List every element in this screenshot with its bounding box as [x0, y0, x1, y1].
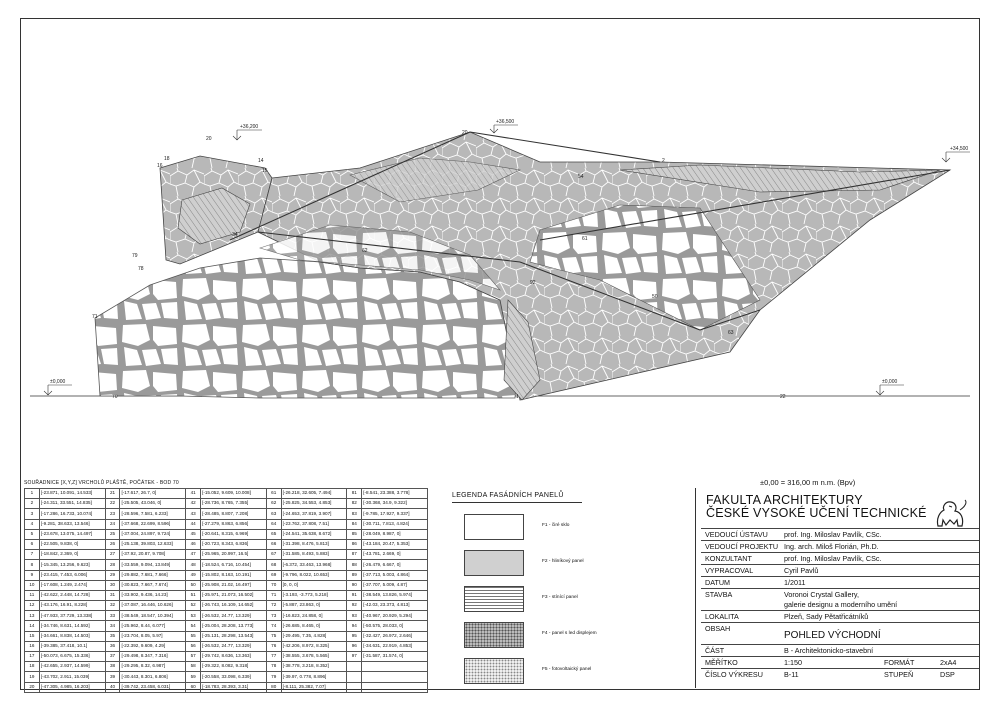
point-number: 82 — [347, 499, 362, 509]
point-coordinates: [-37.087, 16.446, 10.626] — [120, 601, 186, 611]
point-coordinates: [-26.532, 24.77, 13.329] — [201, 611, 267, 621]
point-number: 63 — [266, 509, 281, 519]
point-number: 26 — [105, 539, 120, 549]
point-number: 86 — [347, 539, 362, 549]
level-top: +36,500 — [496, 119, 515, 125]
point-number: 42 — [186, 499, 201, 509]
point-coordinates: [-30.368, 34.9, 9.322] — [362, 499, 428, 509]
point-number: 70 — [266, 580, 281, 590]
field-label: STAVBA — [705, 590, 733, 599]
field-value: Ing. arch. Miloš Florián, Ph.D. — [784, 542, 879, 551]
legend-label: F1 - čiré sklo — [542, 523, 570, 528]
point-number: 93 — [347, 611, 362, 621]
point-label: 79 — [132, 253, 138, 259]
point-coordinates — [362, 662, 428, 672]
point-coordinates: [-34.746, 8.631, 14.592] — [39, 621, 105, 631]
point-coordinates: [-26.218, 32.605, 7.494] — [281, 489, 347, 499]
point-coordinates: [-42.622, 2.448, 14.728] — [39, 590, 105, 600]
swatch-shading — [464, 586, 524, 612]
point-coordinates: [-9.785, 17.927, 9.337] — [362, 509, 428, 519]
level-ground-right: ±0,000 — [882, 379, 898, 385]
point-number: 19 — [25, 672, 40, 682]
point-number: 72 — [266, 601, 281, 611]
sheet-content: POHLED VÝCHODNÍ — [784, 630, 881, 641]
field-value: 1/2011 — [784, 578, 806, 587]
point-number: 59 — [186, 672, 201, 682]
point-coordinates: [-25.971, 21.073, 16.502] — [201, 590, 267, 600]
coordinates-table — [24, 481, 428, 693]
field-value: B - Architektonicko-stavební — [784, 646, 874, 655]
point-number: 73 — [266, 611, 281, 621]
point-coordinates: [-18.524, 6.716, 10.454] — [201, 560, 267, 570]
point-label: 20 — [462, 130, 468, 136]
point-coordinates: [-17.608, 1.249, 2.474] — [39, 580, 105, 590]
point-coordinates: [-5.887, 23.863, 0] — [281, 601, 347, 611]
point-coordinates: [-15.052, 9.609, 10.008] — [201, 489, 267, 499]
point-number: 1 — [25, 489, 40, 499]
point-number: 92 — [347, 601, 362, 611]
table-row — [25, 641, 428, 651]
point-number: 97 — [347, 652, 362, 662]
point-number: 18 — [25, 662, 40, 672]
point-number: 69 — [266, 570, 281, 580]
point-coordinates: [-25.962, 8.44, 6.077] — [120, 621, 186, 631]
table-row — [25, 601, 428, 611]
point-coordinates: [-23.762, 37.808, 7.51] — [281, 519, 347, 529]
point-coordinates: [-42.655, 2.937, 14.599] — [39, 662, 105, 672]
point-coordinates: [-37.713, 5.003, 4.864] — [362, 570, 428, 580]
point-coordinates: [-15.802, 8.163, 10.191] — [201, 570, 267, 580]
point-number: 2 — [25, 499, 40, 509]
point-number: 85 — [347, 529, 362, 539]
level-right: +34,500 — [950, 146, 969, 152]
point-coordinates: [-25.825, 34.553, 4.853] — [281, 499, 347, 509]
field-label: VEDOUCÍ ÚSTAVU — [705, 530, 768, 539]
point-coordinates: [-27.279, 8.863, 6.856] — [201, 519, 267, 529]
point-label: 16 — [157, 163, 163, 169]
point-number: 81 — [347, 489, 362, 499]
point-coordinates: [-23.415, 7.453, 6.006] — [39, 570, 105, 580]
point-number: 94 — [347, 621, 362, 631]
point-coordinates: [-23.871, 10.091, 14.533] — [39, 489, 105, 499]
point-coordinates: [-25.908, 21.02, 16.497] — [201, 580, 267, 590]
point-coordinates: [-23.678, 13.075, 14.497] — [39, 529, 105, 539]
point-number: 46 — [186, 539, 201, 549]
point-number: 47 — [186, 550, 201, 560]
point-label: 1 — [516, 394, 519, 400]
point-number: 20 — [25, 682, 40, 692]
point-coordinates: [-38.549, 13.826, 5.974] — [362, 590, 428, 600]
field-value-extra: galerie designu a moderního umění — [784, 600, 898, 609]
point-number: 27 — [105, 550, 120, 560]
point-coordinates: [-8.111, 25.382, 7.07] — [281, 682, 347, 692]
point-number: 54 — [186, 621, 201, 631]
legend-label: F4 - panel s led displejem — [542, 631, 597, 636]
point-label: 50 — [652, 294, 658, 300]
point-coordinates: [-43.184, 20.47, 5.353] — [362, 539, 428, 549]
table-row — [25, 570, 428, 580]
point-coordinates: [-39.97, 0.778, 8.896] — [281, 672, 347, 682]
field-label: ČÁST — [705, 646, 725, 655]
point-label: 2 — [662, 158, 665, 164]
point-number: 77 — [266, 652, 281, 662]
field-value: Plzeň, Sady Pětatřicátníků — [784, 612, 869, 621]
point-coordinates: [-29.742, 8.636, 13.363] — [201, 652, 267, 662]
point-coordinates: [-42.206, 8.972, 8.325] — [281, 641, 347, 651]
point-coordinates: [-31.585, 8.493, 5.883] — [281, 550, 347, 560]
point-number: 25 — [105, 529, 120, 539]
point-coordinates: [-30.823, 7.667, 7.674] — [120, 580, 186, 590]
point-coordinates: [-33.902, 9.436, 14.23] — [120, 590, 186, 600]
point-coordinates: [-32.427, 26.972, 2.646] — [362, 631, 428, 641]
table-row — [25, 652, 428, 662]
point-coordinates: [-34.661, 8.838, 14.503] — [39, 631, 105, 641]
point-number: 71 — [266, 590, 281, 600]
point-number: 88 — [347, 560, 362, 570]
point-label: 63 — [728, 330, 734, 336]
point-label: 20 — [206, 136, 212, 142]
point-number: 12 — [25, 601, 40, 611]
point-number: 38 — [105, 662, 120, 672]
point-coordinates: [-31.398, 8.476, 5.813] — [281, 539, 347, 549]
point-coordinates: [-33.559, 9.094, 13.849] — [120, 560, 186, 570]
swatch-clear-glass — [464, 514, 524, 540]
point-number: 78 — [266, 662, 281, 672]
legend-label: F5 - fotovoltaický panel — [542, 667, 592, 672]
point-coordinates: [-43.702, 2.911, 15.039] — [39, 672, 105, 682]
point-number: 22 — [105, 499, 120, 509]
point-number: 62 — [266, 499, 281, 509]
field-label: DATUM — [705, 578, 731, 587]
point-number: 74 — [266, 621, 281, 631]
point-coordinates: [-20.641, 8.315, 6.969] — [201, 529, 267, 539]
point-number: 13 — [25, 611, 40, 621]
level-ground-left: ±0,000 — [50, 379, 66, 385]
point-number: 29 — [105, 570, 120, 580]
point-coordinates: [-38.555, 3.678, 5.565] — [281, 652, 347, 662]
point-coordinates: [-25.965, 20.997, 16.5] — [201, 550, 267, 560]
field-value: 1:150 — [784, 658, 802, 667]
point-number: 90 — [347, 580, 362, 590]
table-row — [25, 682, 428, 692]
point-coordinates: [-38.549, 18.547, 10.394] — [120, 611, 186, 621]
point-number: 55 — [186, 631, 201, 641]
point-number: 56 — [186, 641, 201, 651]
point-label: 61 — [582, 236, 588, 242]
point-number: 10 — [25, 580, 40, 590]
cvut-lion-logo — [930, 498, 970, 530]
point-number: 9 — [25, 570, 40, 580]
point-coordinates: [-47.933, 37.729, 13.338] — [39, 611, 105, 621]
point-coordinates: [-40.967, 20.929, 5.294] — [362, 611, 428, 621]
point-number: 32 — [105, 601, 120, 611]
table-row — [25, 672, 428, 682]
point-coordinates: [-37.004, 24.897, 9.724] — [120, 529, 186, 539]
point-number: 23 — [105, 509, 120, 519]
point-label: 70 — [112, 394, 118, 400]
point-number: 48 — [186, 560, 201, 570]
point-number: 68 — [266, 560, 281, 570]
point-number: 95 — [347, 631, 362, 641]
point-number: 91 — [347, 590, 362, 600]
field-label: VYPRACOVAL — [705, 566, 754, 575]
point-coordinates: [-22.392, 9.609, 4.29] — [120, 641, 186, 651]
point-number: 28 — [105, 560, 120, 570]
point-number: 6 — [25, 539, 40, 549]
point-number: 21 — [105, 489, 120, 499]
table-row — [25, 539, 428, 549]
point-number: 36 — [105, 641, 120, 651]
point-coordinates: [-24.541, 35.638, 8.672] — [281, 529, 347, 539]
point-number: 58 — [186, 662, 201, 672]
point-coordinates: [-9.796, 8.022, 10.653] — [281, 570, 347, 580]
point-coordinates: [-18.842, 2.369, 0] — [39, 550, 105, 560]
point-coordinates: [-16.823, 24.858, 0] — [281, 611, 347, 621]
table-row — [25, 509, 428, 519]
point-coordinates: [-20.723, 8.343, 6.836] — [201, 539, 267, 549]
point-number: 79 — [266, 672, 281, 682]
point-number: 84 — [347, 519, 362, 529]
point-number: 35 — [105, 631, 120, 641]
legend-label: F3 - stínící panel — [542, 595, 578, 600]
point-coordinates: [-28.485, 8.807, 7.208] — [201, 509, 267, 519]
field-label: VEDOUCÍ PROJEKTU — [705, 542, 779, 551]
faculty-line-2: ČESKÉ VYSOKÉ UČENÍ TECHNICKÉ — [706, 506, 927, 520]
point-coordinates: [-25.505, 43.046, 0] — [120, 499, 186, 509]
point-coordinates: [-30.711, 7.813, 4.824] — [362, 519, 428, 529]
point-coordinates: [-24.311, 33.551, 14.835] — [39, 499, 105, 509]
point-number: 41 — [186, 489, 201, 499]
point-number: 43 — [186, 509, 201, 519]
point-number: 96 — [347, 641, 362, 651]
table-row — [25, 631, 428, 641]
point-coordinates: [0, 0, 0] — [281, 580, 347, 590]
point-coordinates: [-37.92, 20.87, 9.708] — [120, 550, 186, 560]
point-number: 15 — [25, 631, 40, 641]
table-row — [25, 621, 428, 631]
point-number: 30 — [105, 580, 120, 590]
point-coordinates: [-28.596, 7.581, 6.233] — [120, 509, 186, 519]
point-coordinates: [-25.138, 39.803, 12.633] — [120, 539, 186, 549]
point-coordinates: [-20.558, 33.098, 6.339] — [201, 672, 267, 682]
point-coordinates: [-24.653, 37.819, 3.907] — [281, 509, 347, 519]
point-number: 87 — [347, 550, 362, 560]
point-number: 50 — [186, 580, 201, 590]
point-coordinates: [-50.073, 6.675, 15.336] — [39, 652, 105, 662]
point-coordinates: [-43.781, 2.669, 0] — [362, 550, 428, 560]
point-label: 15 — [262, 168, 268, 174]
point-coordinates: [-17.617, 26.7, 0] — [120, 489, 186, 499]
point-label: 62 — [362, 248, 368, 254]
point-label: 71 — [92, 314, 98, 320]
point-number: 33 — [105, 611, 120, 621]
point-coordinates: [-28.049, 8.987, 0] — [362, 529, 428, 539]
point-number: 53 — [186, 611, 201, 621]
point-coordinates: [-26.532, 24.77, 13.329] — [201, 641, 267, 651]
point-label: 78 — [138, 266, 144, 272]
point-number: 61 — [266, 489, 281, 499]
point-coordinates: [-26.479, 6.667, 0] — [362, 560, 428, 570]
facade-legend — [452, 492, 682, 688]
point-coordinates: [-25.131, 28.298, 13.543] — [201, 631, 267, 641]
point-label: 18 — [164, 156, 170, 162]
field-value: B-11 — [784, 670, 799, 679]
point-number: 76 — [266, 641, 281, 651]
point-coordinates: [-17.286, 16.733, 10.074] — [39, 509, 105, 519]
point-number: 39 — [105, 672, 120, 682]
point-number: 52 — [186, 601, 201, 611]
swatch-photovoltaic — [464, 658, 524, 684]
table-row — [25, 529, 428, 539]
point-number: 3 — [25, 509, 40, 519]
point-coordinates: [-47.305, 4.985, 16.203] — [39, 682, 105, 692]
point-coordinates: [-9.281, 38.633, 13.546] — [39, 519, 105, 529]
point-coordinates: [-23.704, 8.05, 5.97] — [120, 631, 186, 641]
point-number: 65 — [266, 529, 281, 539]
point-number: 37 — [105, 652, 120, 662]
field-value: 2xA4 — [940, 658, 957, 667]
point-number: 67 — [266, 550, 281, 560]
point-number: 51 — [186, 590, 201, 600]
point-coordinates: [-29.295, 8.32, 6.987] — [120, 662, 186, 672]
table-row — [25, 590, 428, 600]
point-coordinates: [-26.743, 16.109, 14.652] — [201, 601, 267, 611]
point-coordinates: [-29.498, 8.347, 7.316] — [120, 652, 186, 662]
table-row — [25, 489, 428, 499]
level-left: +36,200 — [240, 124, 259, 130]
point-coordinates: [-30.443, 8.301, 6.806] — [120, 672, 186, 682]
point-number: 80 — [266, 682, 281, 692]
point-number: 4 — [25, 519, 40, 529]
point-number — [347, 682, 362, 692]
point-coordinates: [-22.505, 9.838, 0] — [39, 539, 105, 549]
point-coordinates: [-43.176, 16.91, 8.228] — [39, 601, 105, 611]
point-number: 83 — [347, 509, 362, 519]
point-coordinates: [-15.345, 13.256, 9.623] — [39, 560, 105, 570]
point-coordinates: [-50.575, 28.033, 0] — [362, 621, 428, 631]
field-label: LOKALITA — [705, 612, 739, 621]
table-row — [25, 611, 428, 621]
point-coordinates: [-29.322, 8.082, 9.318] — [201, 662, 267, 672]
table-row — [25, 519, 428, 529]
elevation-note: ±0,00 = 316,00 m n.m. (Bpv) — [760, 478, 856, 487]
point-number: 66 — [266, 539, 281, 549]
point-coordinates: [-29.495, 7.35, 4.828] — [281, 631, 347, 641]
point-number: 60 — [186, 682, 201, 692]
point-number: 44 — [186, 519, 201, 529]
point-label: 54 — [578, 174, 584, 180]
point-number: 57 — [186, 652, 201, 662]
point-number: 49 — [186, 570, 201, 580]
point-number: 17 — [25, 652, 40, 662]
point-number: 40 — [105, 682, 120, 692]
field-value: prof. Ing. Miloslav Pavlík, CSc. — [784, 530, 882, 539]
point-number: 11 — [25, 590, 40, 600]
point-label: 22 — [780, 394, 786, 400]
field-label: ČÍSLO VÝKRESU — [705, 670, 763, 679]
coordinates-title: SOUŘADNICE [X,Y,Z] VRCHOLŮ PLÁŠTĚ, POČÁTEK - BOD 70 — [24, 480, 179, 486]
point-number: 89 — [347, 570, 362, 580]
point-coordinates: [-26.685, 8.465, 0] — [281, 621, 347, 631]
point-number: 5 — [25, 529, 40, 539]
field-label: STUPEŇ — [884, 670, 914, 679]
field-label: OBSAH — [705, 624, 731, 633]
point-coordinates: [-8.541, 23.388, 3.778] — [362, 489, 428, 499]
point-number — [347, 662, 362, 672]
point-coordinates: [-42.03, 23.373, 4.813] — [362, 601, 428, 611]
table-row — [25, 662, 428, 672]
point-coordinates: [-39.742, 23.458, 6.031] — [120, 682, 186, 692]
point-coordinates: [-37.707, 5.009, 4.87] — [362, 580, 428, 590]
field-label: KONZULTANT — [705, 554, 752, 563]
point-number: 31 — [105, 590, 120, 600]
table-row — [25, 560, 428, 570]
table-row — [25, 580, 428, 590]
point-number: 7 — [25, 550, 40, 560]
legend-label: F2 - hliníkový panel — [542, 559, 584, 564]
point-coordinates: [-25.004, 28.208, 13.773] — [201, 621, 267, 631]
point-label: 14 — [258, 158, 264, 164]
point-coordinates: [-34.631, 22.919, 4.853] — [362, 641, 428, 651]
point-number: 45 — [186, 529, 201, 539]
point-number: 8 — [25, 560, 40, 570]
field-value: Voronoi Crystal Gallery, — [784, 590, 859, 599]
point-number — [347, 672, 362, 682]
legend-title: LEGENDA FASÁDNÍCH PANELŮ — [452, 492, 564, 499]
table-row — [25, 550, 428, 560]
point-label: 34 — [232, 232, 238, 238]
point-coordinates: [-39.385, 37.418, 10.1] — [39, 641, 105, 651]
table-row — [25, 499, 428, 509]
point-coordinates: [-18.783, 28.393, 3.31] — [201, 682, 267, 692]
field-label: FORMÁT — [884, 658, 915, 667]
point-coordinates: [-37.668, 22.699, 8.596] — [120, 519, 186, 529]
point-coordinates: [-6.372, 33.463, 13.968] — [281, 560, 347, 570]
field-value: Cyril Pavlů — [784, 566, 819, 575]
point-number: 16 — [25, 641, 40, 651]
point-label: 92 — [530, 280, 536, 286]
point-number: 64 — [266, 519, 281, 529]
point-number: 14 — [25, 621, 40, 631]
field-value: prof. Ing. Miloslav Pavlík, CSc. — [784, 554, 882, 563]
faculty-name — [706, 494, 927, 520]
point-coordinates: [-38.778, 3.218, 8.352] — [281, 662, 347, 672]
point-number: 24 — [105, 519, 120, 529]
point-coordinates — [362, 672, 428, 682]
point-coordinates: [-3.193, -3.773, 5.218] — [281, 590, 347, 600]
point-number: 34 — [105, 621, 120, 631]
faculty-line-1: FAKULTA ARCHITEKTURY — [706, 493, 863, 507]
field-value: DSP — [940, 670, 955, 679]
point-coordinates: [-31.587, 31.574, 0] — [362, 652, 428, 662]
field-label: MĚŘÍTKO — [705, 658, 738, 667]
point-coordinates: [-28.736, 8.765, 7.355] — [201, 499, 267, 509]
title-block — [695, 488, 979, 688]
point-coordinates — [362, 682, 428, 692]
swatch-aluminium — [464, 550, 524, 576]
point-coordinates: [-29.882, 7.681, 7.666] — [120, 570, 186, 580]
swatch-led — [464, 622, 524, 648]
point-number: 75 — [266, 631, 281, 641]
